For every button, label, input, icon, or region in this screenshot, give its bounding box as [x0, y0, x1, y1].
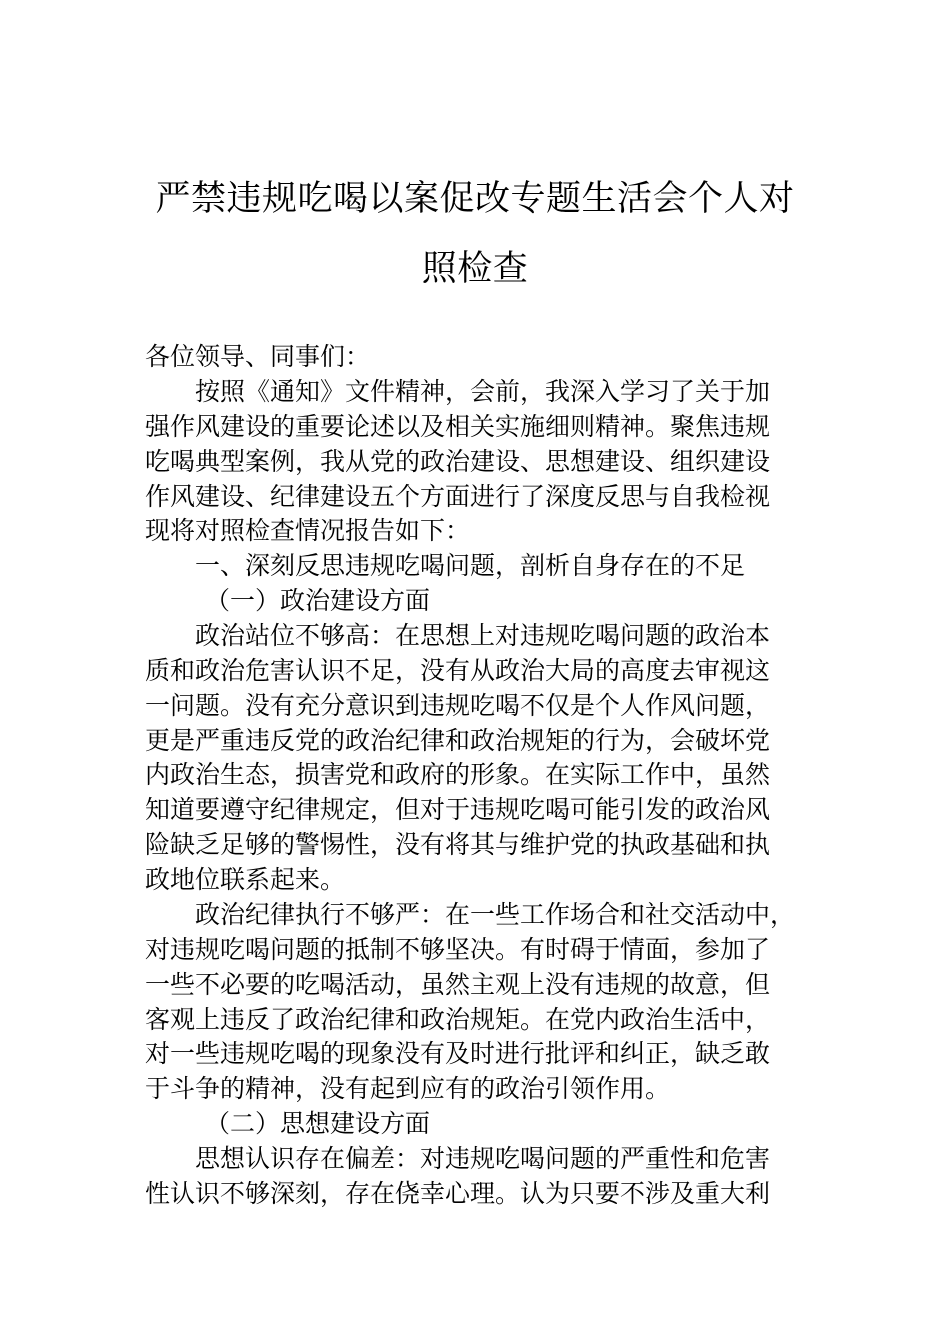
paragraph-line: 政地位联系起来。 [145, 865, 346, 894]
paragraph-line: 知道要遵守纪律规定，但对于违规吃喝可能引发的政治风 [145, 795, 771, 824]
paragraph-line: 强作风建设的重要论述以及相关实施细则精神。聚焦违规 [145, 412, 771, 441]
paragraph-line: 一些不必要的吃喝活动，虽然主观上没有违规的故意，但 [145, 970, 771, 999]
paragraph-line: 更是严重违反党的政治纪律和政治规矩的行为，会破坏党 [145, 726, 771, 755]
paragraph-line: 一问题。没有充分意识到违规吃喝不仅是个人作风问题， [145, 691, 771, 720]
paragraph-line: 内政治生态，损害党和政府的形象。在实际工作中，虽然 [145, 760, 771, 789]
paragraph-line: 思想认识存在偏差：对违规吃喝问题的严重性和危害 [195, 1144, 771, 1173]
paragraph-line: 政治纪律执行不够严：在一些工作场合和社交活动中， [195, 900, 796, 929]
paragraph-line: 政治站位不够高：在思想上对违规吃喝问题的政治本 [195, 621, 771, 650]
salutation: 各位领导、同事们： [145, 342, 371, 371]
paragraph-line: 吃喝典型案例，我从党的政治建设、思想建设、组织建设 [145, 447, 771, 476]
paragraph-line: 于斗争的精神，没有起到应有的政治引领作用。 [145, 1074, 671, 1103]
paragraph-line: 客观上违反了政治纪律和政治规矩。在党内政治生活中， [145, 1005, 771, 1034]
document-title-line-1: 严禁违规吃喝以案促改专题生活会个人对 [155, 179, 795, 219]
paragraph-line: 现将对照检查情况报告如下： [145, 516, 471, 545]
section-heading: 一、深刻反思违规吃喝问题，剖析自身存在的不足 [195, 551, 746, 580]
paragraph-line: 按照《通知》文件精神，会前，我深入学习了关于加 [195, 377, 771, 406]
paragraph-line: 质和政治危害认识不足，没有从政治大局的高度去审视这 [145, 656, 771, 685]
paragraph-line: 对违规吃喝问题的抵制不够坚决。有时碍于情面，参加了 [145, 935, 771, 964]
document-title-line-2: 照检查 [421, 249, 529, 289]
subsection-heading: （二）思想建设方面 [205, 1109, 431, 1138]
subsection-heading: （一）政治建设方面 [205, 586, 431, 615]
paragraph-line: 对一些违规吃喝的现象没有及时进行批评和纠正，缺乏敢 [145, 1039, 771, 1068]
paragraph-line: 性认识不够深刻，存在侥幸心理。认为只要不涉及重大利 [145, 1179, 771, 1208]
paragraph-line: 作风建设、纪律建设五个方面进行了深度反思与自我检视 [145, 482, 771, 511]
paragraph-line: 险缺乏足够的警惕性，没有将其与维护党的执政基础和执 [145, 830, 771, 859]
